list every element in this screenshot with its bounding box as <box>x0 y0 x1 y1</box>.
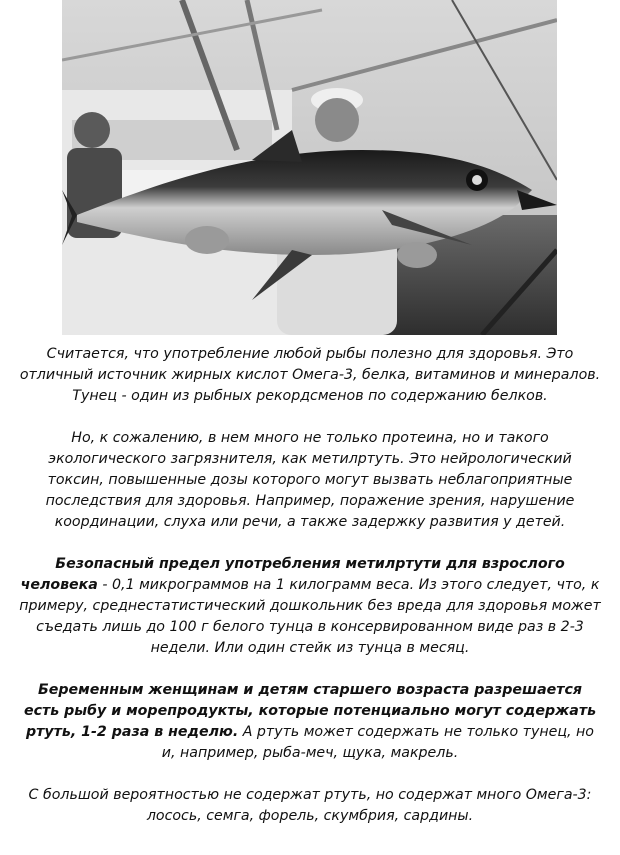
paragraph-4 <box>18 680 602 764</box>
paragraph-3 <box>18 554 602 659</box>
paragraph-4-rest: А ртуть может содержать не только тунец, но и, например, рыба-меч, щука, макрель. <box>161 724 594 761</box>
paragraph-5: С большой вероятностью не содержат ртуть, но содержат много Омега-3: лосось, семга, форель, скумбрия, сардины. <box>28 787 592 824</box>
tuna-photo-drawing <box>62 0 557 335</box>
tuna-photo <box>62 0 557 335</box>
paragraph-1: Считается, что употребление любой рыбы полезно для здоровья. Это отличный источник жирных кислот Омега-3, белка, витаминов и минералов. Тунец - один из рыбных рекордсменов по содержанию белков. <box>19 346 601 404</box>
paragraph-3-bold: Безопасный предел употребления метилртути для взрослого человека <box>20 556 565 593</box>
paragraph-3-rest: - 0,1 микрограммов на 1 килограмм веса. Из этого следует, что, к примеру, среднестатистический дошкольник без вреда для здоровья может съедать лишь до 100 г белого тунца в консервированном виде раз в 2-3 недели. Или один стейк из тунца в месяц. <box>19 577 601 656</box>
paragraph-4-bold: Беременным женщинам и детям старшего возраста разрешается есть рыбу и морепродукты, которые потенциально могут содержать ртуть, 1-2 раза в неделю. <box>23 682 597 740</box>
paragraph-2: Но, к сожалению, в нем много не только протеина, но и такого экологического загрязнителя, как метилртуть. Это нейрологический токсин, повышенные дозы которого могут вызвать неблагоприятные последствия для здоровья. Например, поражение зрения, нарушение координации, слуха или речи, а также задержку развития у детей. <box>45 430 575 530</box>
article-text <box>18 344 602 848</box>
